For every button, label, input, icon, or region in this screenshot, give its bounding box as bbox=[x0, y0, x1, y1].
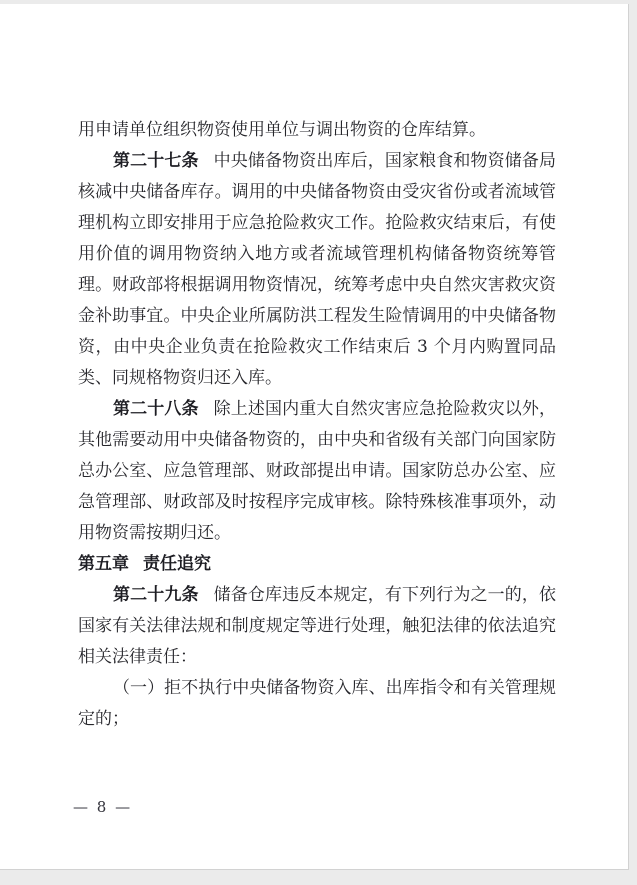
chapter-heading bbox=[78, 549, 556, 580]
list-item-1-text: （一）拒不执行中央储备物资入库、出库指令和有关管理规定的； bbox=[78, 678, 556, 729]
document-page bbox=[0, 4, 629, 870]
article-28-number: 第二十八条 bbox=[113, 399, 199, 419]
chapter-title: 责任追究 bbox=[143, 554, 211, 574]
paragraph-text: 用申请单位组织物资使用单位与调出物资的仓库结算。 bbox=[78, 120, 486, 140]
article-29-number: 第二十九条 bbox=[113, 585, 199, 605]
paragraph-article-29 bbox=[78, 580, 556, 673]
article-27-number: 第二十七条 bbox=[113, 151, 199, 171]
article-29-body: 储备仓库违反本规定，有下列行为之一的，依国家有关法律法规和制度规定等进行处理，触犯法律的依法追究相关法律责任： bbox=[78, 585, 556, 667]
list-item-1 bbox=[78, 673, 556, 735]
paragraph-continuation bbox=[78, 115, 556, 146]
page-number: — 8 — bbox=[73, 798, 133, 816]
paragraph-article-27 bbox=[78, 146, 556, 394]
paragraph-article-28 bbox=[78, 394, 556, 549]
article-28-body: 除上述国内重大自然灾害应急抢险救灾以外，其他需要动用中央储备物资的，由中央和省级有关部门向国家防总办公室、应急管理部、财政部提出申请。国家防总办公室、应急管理部、财政部及时按程序完成审核。除特殊核准事项外，动用物资需按期归还。 bbox=[78, 399, 556, 543]
article-27-body: 中央储备物资出库后，国家粮食和物资储备局核减中央储备库存。调用的中央储备物资由受灾省份或者流域管理机构立即安排用于应急抢险救灾工作。抢险救灾结束后，有使用价值的调用物资纳入地方或者流域管理机构储备物资统筹管理。财政部将根据调用物资情况，统筹考虑中央自然灾害救灾资金补助事宜。中央企业所属防洪工程发生险情调用的中央储备物资，由中央企业负责在抢险救灾工作结束后 3 个月内购置同品类、同规格物资归还入库。 bbox=[78, 151, 556, 388]
document-content bbox=[78, 115, 556, 735]
chapter-number: 第五章 bbox=[78, 554, 129, 574]
